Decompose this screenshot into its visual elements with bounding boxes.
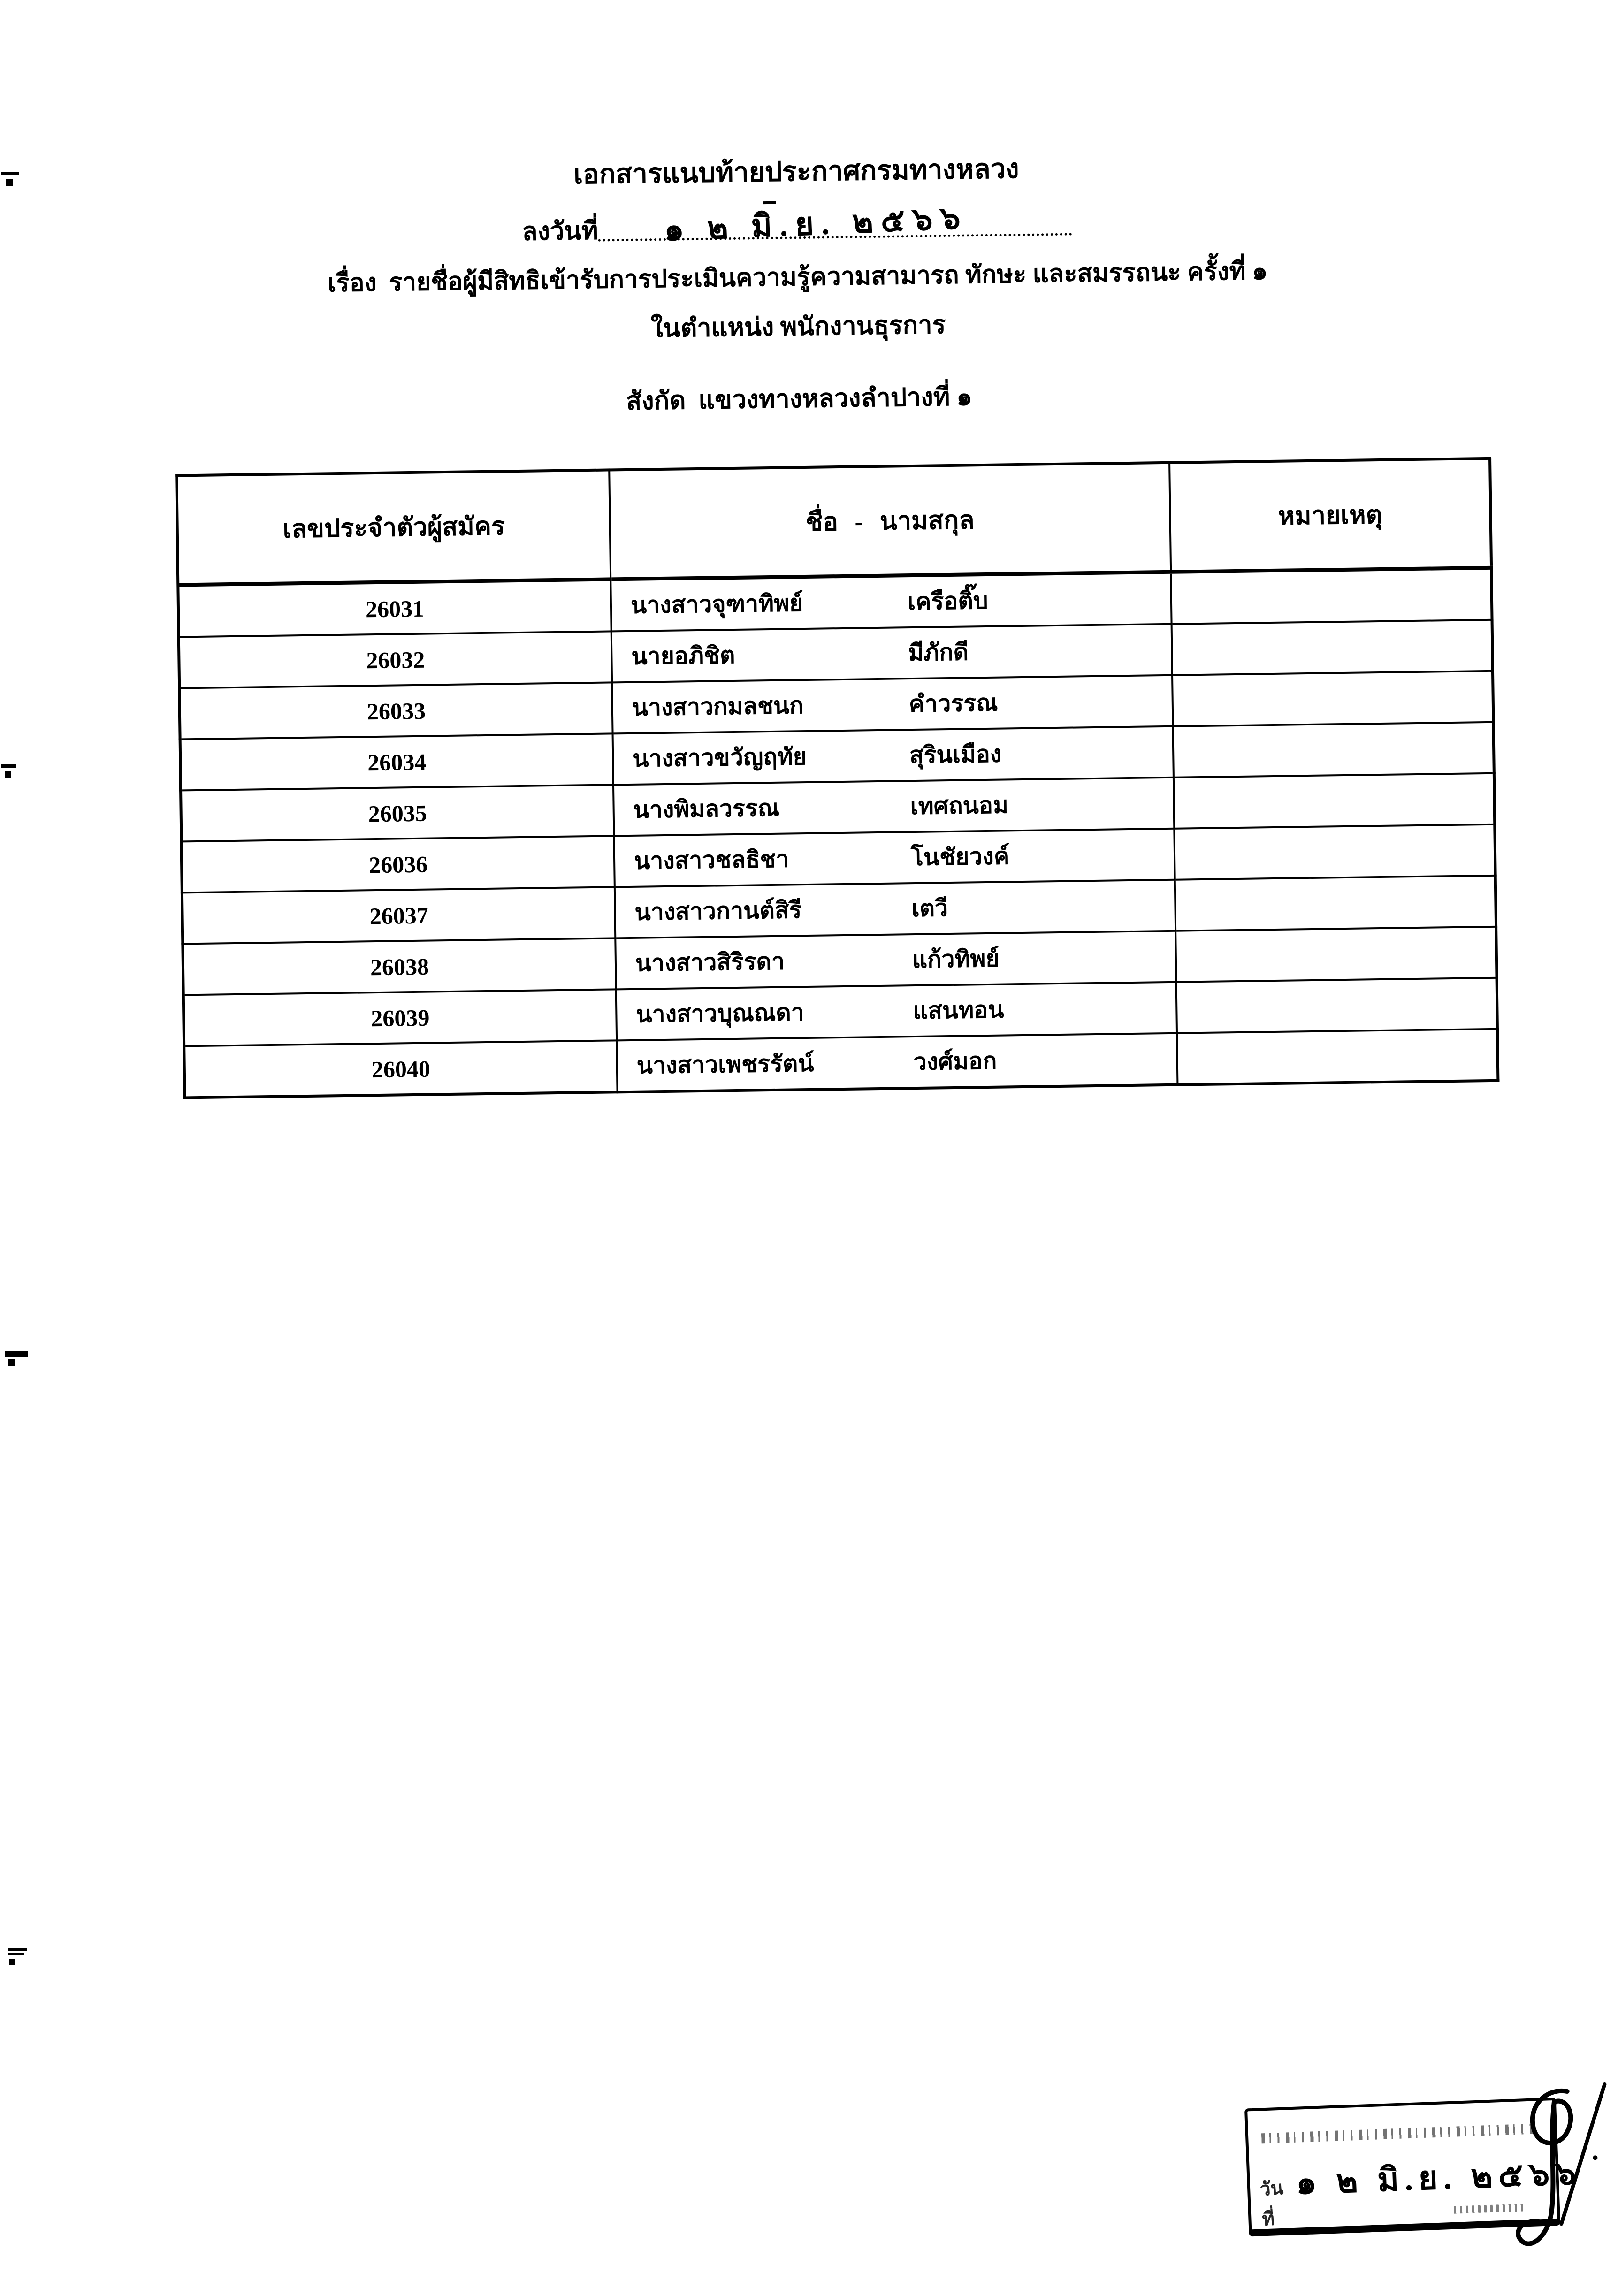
stamp-date-value: ๑ ๒ มิ.ย. ๒๕๖๖ [1295, 2155, 1582, 2202]
last-name: เทศถนอม [910, 792, 1009, 820]
last-name: โนชัยวงค์ [910, 843, 1010, 871]
date-stamp: ๑ ๒ มิ.ย. ๒๕๖๖ [663, 199, 969, 248]
applicant-name [614, 829, 1175, 887]
applicant-name [613, 778, 1174, 836]
stamp-date-label: วันที่ [1259, 2177, 1284, 2230]
remark [1175, 927, 1496, 982]
first-name: นางสาวสิริรดา [635, 948, 785, 976]
remark [1171, 568, 1492, 624]
applicant-name [615, 931, 1176, 990]
applicant-name [612, 675, 1173, 734]
remark [1175, 876, 1496, 931]
applicant-name [611, 572, 1171, 632]
remark [1177, 1029, 1498, 1085]
first-name: นางสาวกานต์สิรี [634, 897, 802, 925]
applicant-name [613, 726, 1174, 785]
applicant-id: 26031 [178, 579, 611, 637]
remark [1172, 620, 1493, 675]
first-name: นางสาวกมลชนก [632, 692, 804, 721]
last-name: คำวรรณ [908, 689, 998, 717]
signature-mark [1483, 2068, 1618, 2276]
remark [1176, 978, 1497, 1033]
remark [1174, 824, 1495, 880]
applicant-name [617, 1033, 1177, 1092]
remark [1172, 671, 1493, 726]
first-name: นางสาวชลธิชา [633, 846, 789, 874]
applicant-id: 26038 [183, 938, 616, 995]
subject-line: เรื่อง รายชื่อผู้มีสิทธิเข้ารับการประเมินความรู้ความสามารถ ทักษะ และสมรรถนะ ครั้งที่ ๑ [327, 258, 1268, 297]
date-label: ลงวันที่ [521, 216, 599, 246]
last-name: มีภักดี [908, 639, 969, 666]
column-header-applicant-id: เลขประจำตัวผู้สมัคร [176, 470, 611, 585]
column-header-remarks: หมายเหตุ [1169, 458, 1491, 572]
dotted-leader [598, 199, 1072, 248]
affiliation-line: สังกัด แขวงทางหลวงลำปางที่ ๑ [626, 382, 973, 415]
applicant-id: 26036 [181, 836, 614, 892]
applicant-id: 26032 [179, 631, 612, 688]
first-name: นางสาวเพชรรัตน์ [636, 1050, 814, 1079]
last-name: แสนทอน [912, 996, 1004, 1024]
applicant-id: 26035 [181, 785, 614, 841]
remark [1174, 773, 1495, 829]
position-line: ในตำแหน่ง พนักงานธุรการ [650, 311, 946, 343]
table-header-row [176, 458, 1491, 585]
signed-date-line [0, 195, 1606, 254]
applicant-id: 26033 [179, 682, 612, 739]
last-name: เครือติ๊บ [907, 587, 988, 615]
first-name: นางพิมลวรรณ [633, 794, 780, 823]
applicant-id: 26037 [182, 887, 615, 944]
first-name: นางสาวขวัญฤทัย [632, 743, 807, 772]
last-name: เตวี [911, 895, 948, 922]
column-header-name: ชื่อ - นามสกุล [609, 463, 1171, 580]
last-name: แก้วทิพย์ [912, 945, 1000, 973]
first-name: นางสาวบุณณดา [636, 999, 805, 1028]
applicant-id: 26034 [180, 733, 613, 790]
applicant-name [611, 624, 1172, 683]
applicant-id: 26039 [183, 989, 617, 1046]
candidate-table [175, 457, 1499, 1099]
first-name: นายอภิชิต [631, 641, 735, 670]
remark [1173, 722, 1494, 778]
applicant-id: 26040 [184, 1040, 617, 1098]
applicant-name [616, 982, 1177, 1041]
applicant-name [615, 880, 1175, 938]
last-name: สุรินเมือง [909, 740, 1002, 769]
last-name: วงศ์มอก [913, 1047, 997, 1076]
document-title: เอกสารแนบท้ายประกาศกรมทางหลวง [573, 153, 1020, 190]
first-name: นางสาวจุฑาทิพย์ [630, 590, 803, 618]
